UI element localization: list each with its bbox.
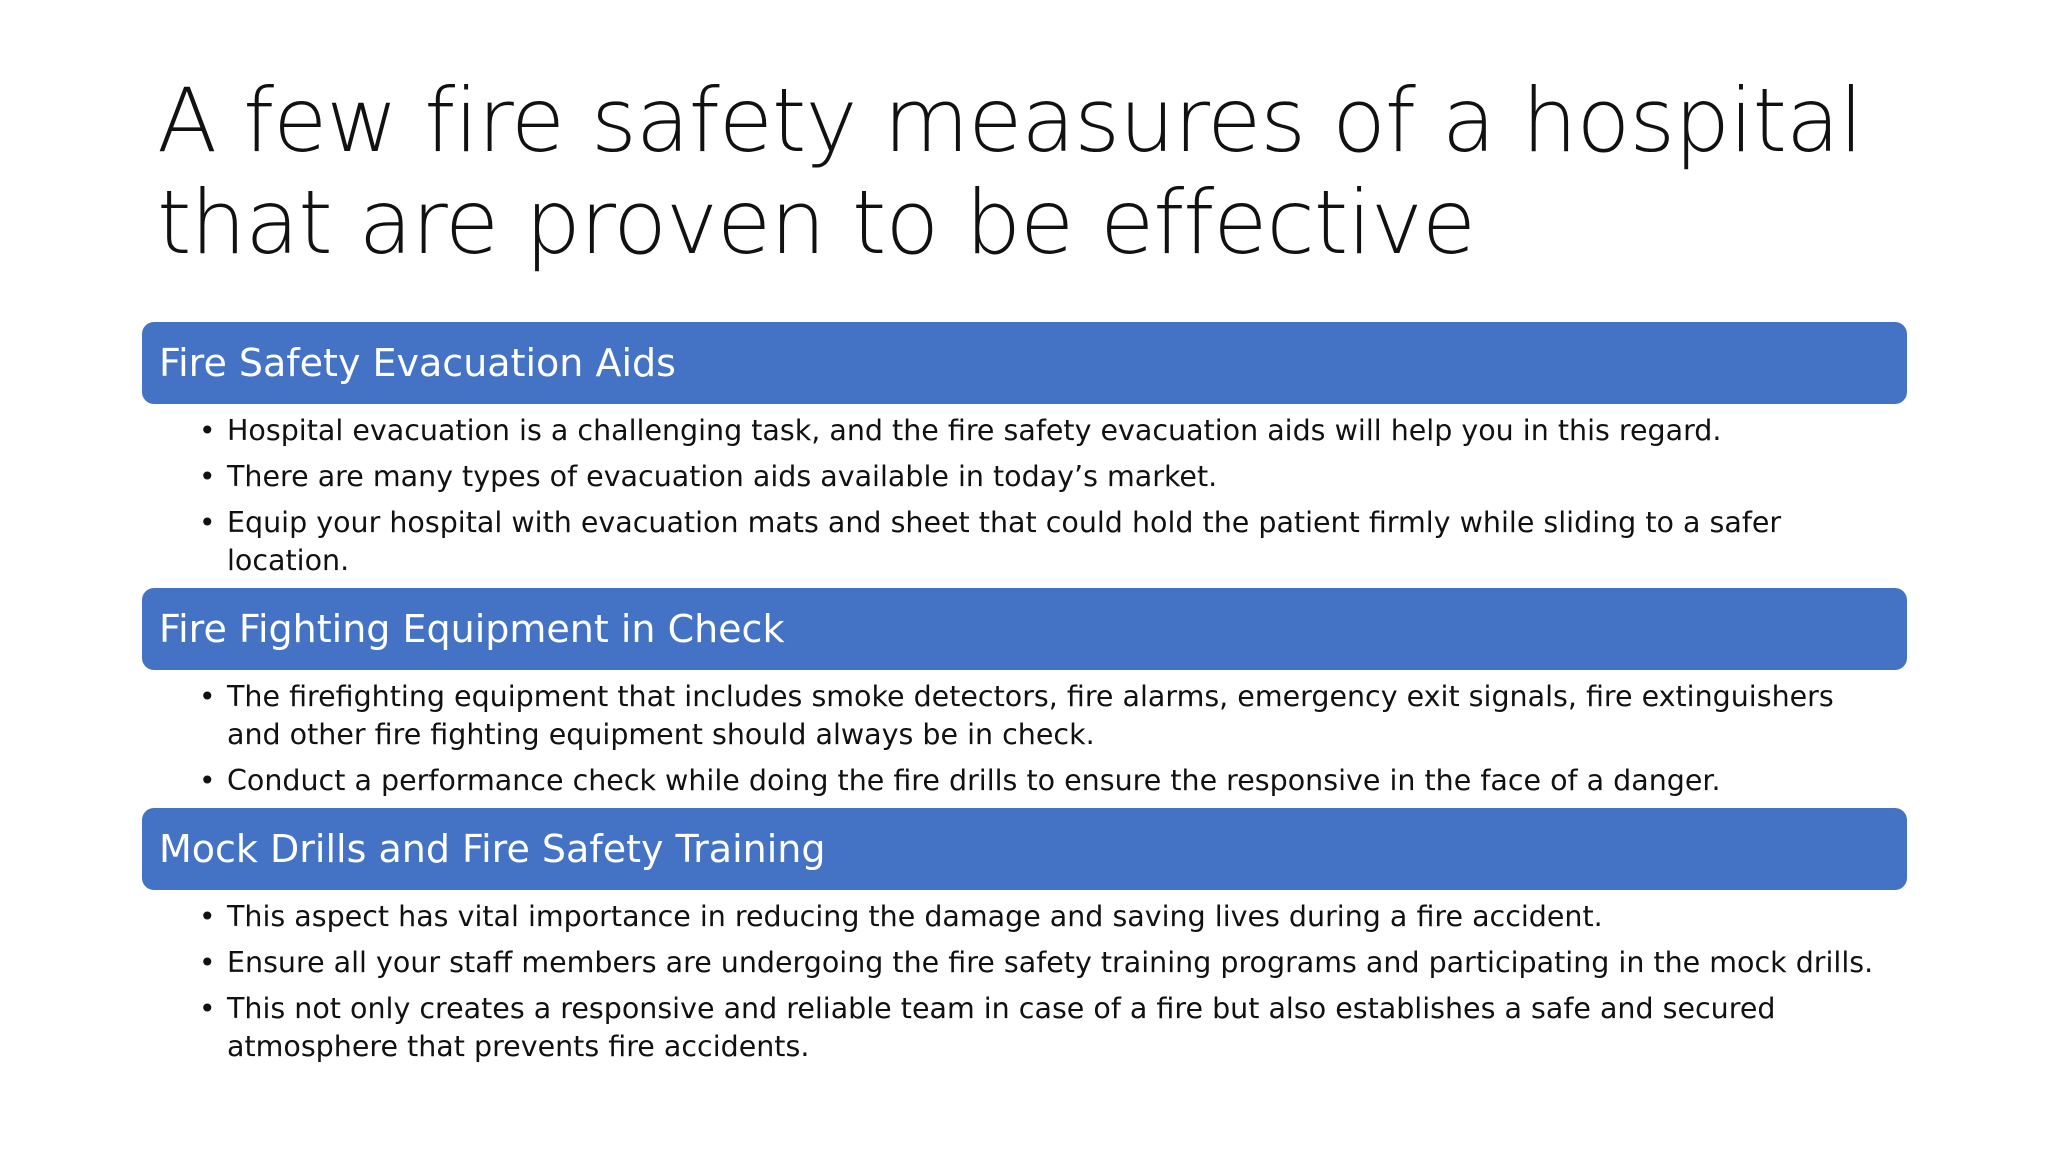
slide-content <box>142 322 1907 1074</box>
bullet-icon: • <box>199 460 216 493</box>
bullet-text: Ensure all your staff members are undergoing the fire safety training programs and participating in the mock drills. <box>227 946 1874 979</box>
section-header: Mock Drills and Fire Safety Training <box>142 808 1907 890</box>
bullet-icon: • <box>199 900 216 933</box>
bullet-item <box>142 504 1907 580</box>
section-mock-drills <box>142 808 1907 1066</box>
bullet-list <box>142 404 1907 580</box>
section-evacuation-aids <box>142 322 1907 580</box>
bullet-item <box>142 898 1907 936</box>
bullet-item <box>142 458 1907 496</box>
bullet-list <box>142 670 1907 800</box>
bullet-text: This not only creates a responsive and reliable team in case of a fire but also establishes a safe and secured atmosphere that prevents fire accidents. <box>227 992 1776 1063</box>
bullet-icon: • <box>199 680 216 713</box>
bullet-item <box>142 678 1907 754</box>
bullet-icon: • <box>199 992 216 1025</box>
section-firefighting-equipment <box>142 588 1907 800</box>
bullet-icon: • <box>199 506 216 539</box>
bullet-icon: • <box>199 946 216 979</box>
section-header: Fire Fighting Equipment in Check <box>142 588 1907 670</box>
bullet-text: This aspect has vital importance in reducing the damage and saving lives during a fire accident. <box>227 900 1603 933</box>
bullet-text: Conduct a performance check while doing the fire drills to ensure the responsive in the face of a danger. <box>227 764 1721 797</box>
bullet-text: Equip your hospital with evacuation mats and sheet that could hold the patient firmly while sliding to a safer location. <box>227 506 1782 577</box>
bullet-icon: • <box>199 414 216 447</box>
bullet-item <box>142 990 1907 1066</box>
bullet-item <box>142 412 1907 450</box>
bullet-list <box>142 890 1907 1066</box>
slide-title: A few fire safety measures of a hospital that are proven to be effective <box>157 69 1863 274</box>
bullet-text: Hospital evacuation is a challenging task, and the fire safety evacuation aids will help you in this regard. <box>227 414 1722 447</box>
bullet-item <box>142 762 1907 800</box>
bullet-text: There are many types of evacuation aids available in today’s market. <box>227 460 1218 493</box>
bullet-icon: • <box>199 764 216 797</box>
bullet-text: The firefighting equipment that includes smoke detectors, fire alarms, emergency exit signals, fire extinguishers and other fire fighting equipment should always be in check. <box>227 680 1834 751</box>
bullet-item <box>142 944 1907 982</box>
section-header: Fire Safety Evacuation Aids <box>142 322 1907 404</box>
